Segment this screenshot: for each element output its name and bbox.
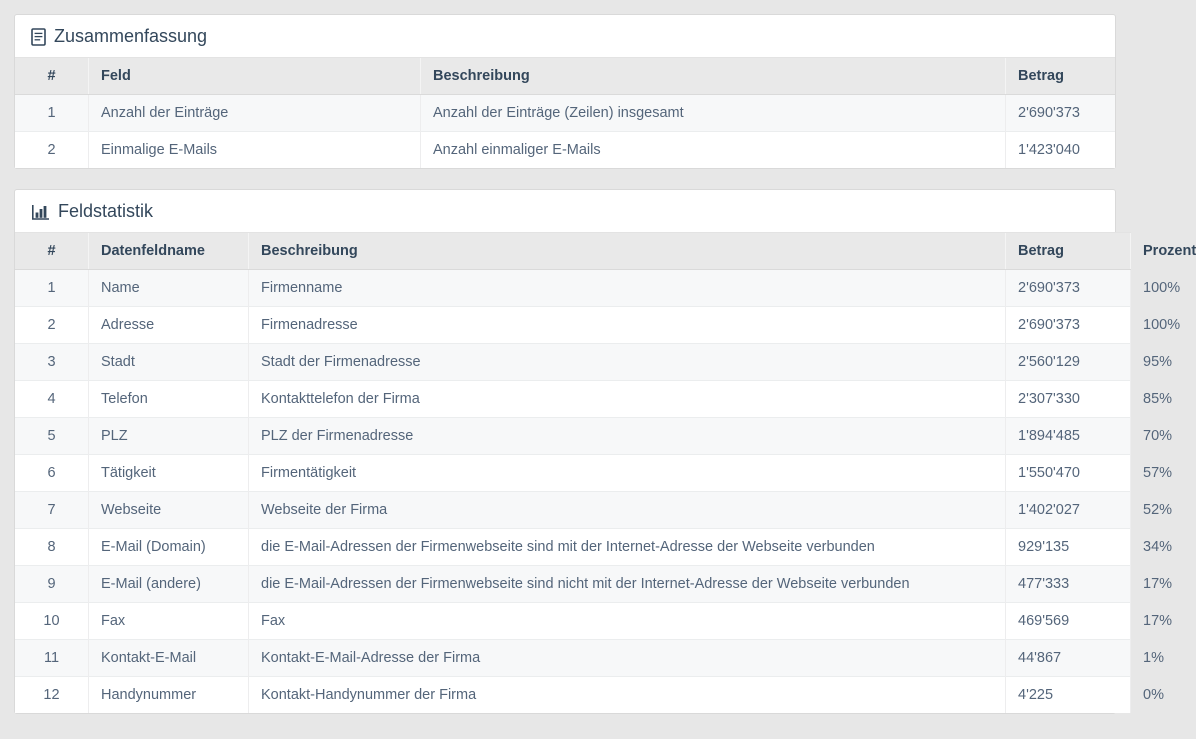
cell-name: E-Mail (andere): [89, 566, 249, 603]
fieldstats-panel-title: [15, 190, 1115, 232]
cell-num: 1: [47, 280, 56, 296]
fieldstats-table: [15, 232, 1196, 713]
table-row: 5 PLZ PLZ der Firmenadresse 1'894'485 70%: [15, 418, 1131, 455]
column-header-num: #: [15, 233, 89, 270]
table-row: 2 Adresse Firmenadresse 2'690'373 100%: [15, 307, 1131, 344]
cell-beschreibung: Webseite der Firma: [249, 492, 1006, 529]
table-row: 7 Webseite Webseite der Firma 1'402'027 52%: [15, 492, 1131, 529]
cell-name: Telefon: [89, 381, 249, 418]
cell-betrag: 1'894'485: [1006, 418, 1131, 455]
cell-beschreibung: Stadt der Firmenadresse: [249, 344, 1006, 381]
cell-beschreibung: die E-Mail-Adressen der Firmenwebseite sind mit der Internet-Adresse der Webseite verbunden: [249, 529, 1006, 566]
table-row: [15, 95, 1115, 132]
cell-betrag: 477'333: [1006, 566, 1131, 603]
cell-name: PLZ: [89, 418, 249, 455]
column-header-beschreibung: Beschreibung: [421, 58, 1006, 95]
summary-title-label: Zusammenfassung: [54, 26, 208, 46]
cell-name: Name: [89, 270, 249, 307]
table-row: 1 Name Firmenname 2'690'373 100%: [15, 270, 1131, 307]
cell-betrag: 469'569: [1006, 603, 1131, 640]
cell-name: Fax: [89, 603, 249, 640]
column-header-num: #: [15, 58, 89, 95]
cell-beschreibung: Firmentätigkeit: [249, 455, 1006, 492]
cell-betrag: 2'690'373: [1006, 95, 1116, 132]
cell-name: Handynummer: [89, 677, 249, 714]
cell-name: Webseite: [89, 492, 249, 529]
cell-beschreibung: Firmenname: [249, 270, 1006, 307]
cell-beschreibung: die E-Mail-Adressen der Firmenwebseite sind nicht mit der Internet-Adresse der Webseite verbunden: [249, 566, 1006, 603]
cell-num: 9: [15, 566, 89, 603]
cell-num: 2: [15, 307, 89, 344]
cell-beschreibung: Anzahl einmaliger E-Mails: [421, 132, 1006, 169]
cell-num: 10: [15, 603, 89, 640]
cell-beschreibung: Kontakt-E-Mail-Adresse der Firma: [249, 640, 1006, 677]
summary-panel-title: [15, 15, 1115, 57]
cell-num: 6: [15, 455, 89, 492]
column-header-beschreibung: Beschreibung: [249, 233, 1006, 270]
cell-beschreibung: Anzahl der Einträge (Zeilen) insgesamt: [421, 95, 1006, 132]
cell-beschreibung: Firmenadresse: [249, 307, 1006, 344]
header-row: [15, 58, 1115, 95]
cell-betrag: 2'690'373: [1006, 307, 1131, 344]
cell-betrag: 44'867: [1006, 640, 1131, 677]
cell-beschreibung: Kontakttelefon der Firma: [249, 381, 1006, 418]
cell-name: Stadt: [89, 344, 249, 381]
table-row: 4 Telefon Kontakttelefon der Firma 2'307'330 85%: [15, 381, 1131, 418]
cell-num: 8: [15, 529, 89, 566]
cell-num: 1: [47, 105, 56, 121]
cell-betrag: 2'307'330: [1006, 381, 1131, 418]
table-row: 6 Tätigkeit Firmentätigkeit 1'550'470 57%: [15, 455, 1131, 492]
table-row: [15, 132, 1115, 169]
cell-betrag: 1'402'027: [1006, 492, 1131, 529]
column-header-feld: Feld: [89, 58, 421, 95]
cell-beschreibung: Kontakt-Handynummer der Firma: [249, 677, 1006, 714]
cell-feld: Einmalige E-Mails: [89, 132, 421, 169]
cell-betrag: 929'135: [1006, 529, 1131, 566]
table-row: 11 Kontakt-E-Mail Kontakt-E-Mail-Adresse der Firma 44'867 1%: [15, 640, 1131, 677]
bar-chart-icon: [31, 203, 50, 221]
cell-num: 5: [15, 418, 89, 455]
header-row: # Datenfeldname Beschreibung Betrag Prozent: [15, 233, 1131, 270]
cell-feld: Anzahl der Einträge: [89, 95, 421, 132]
summary-panel: [14, 14, 1116, 169]
cell-betrag: 1'423'040: [1006, 132, 1116, 169]
cell-num: 2: [15, 132, 89, 169]
cell-num: 4: [15, 381, 89, 418]
column-header-betrag: Betrag: [1006, 233, 1131, 270]
cell-betrag: 4'225: [1006, 677, 1131, 714]
cell-name: E-Mail (Domain): [89, 529, 249, 566]
file-text-icon: [31, 28, 46, 46]
cell-betrag: 2'560'129: [1006, 344, 1131, 381]
cell-name: Kontakt-E-Mail: [89, 640, 249, 677]
summary-table: [15, 57, 1115, 168]
table-row: 9 E-Mail (andere) die E-Mail-Adressen der Firmenwebseite sind nicht mit der Internet-Adresse der Webseite verbunden 477'333 17%: [15, 566, 1131, 603]
cell-name: Tätigkeit: [89, 455, 249, 492]
table-row: 12 Handynummer Kontakt-Handynummer der Firma 4'225 0%: [15, 677, 1131, 714]
cell-num: 11: [15, 640, 89, 677]
column-header-betrag: Betrag: [1006, 58, 1116, 95]
cell-betrag: 2'690'373: [1006, 270, 1131, 307]
cell-beschreibung: Fax: [249, 603, 1006, 640]
column-header-name: Datenfeldname: [89, 233, 249, 270]
cell-betrag: 1'550'470: [1006, 455, 1131, 492]
table-row: 10 Fax Fax 469'569 17%: [15, 603, 1131, 640]
cell-num: 3: [15, 344, 89, 381]
fieldstats-panel: [14, 189, 1196, 714]
table-row: 8 E-Mail (Domain) die E-Mail-Adressen der Firmenwebseite sind mit der Internet-Adresse der Webseite verbunden 929'135 34%: [15, 529, 1131, 566]
cell-beschreibung: PLZ der Firmenadresse: [249, 418, 1006, 455]
fieldstats-title-label: Feldstatistik: [58, 201, 154, 221]
cell-name: Adresse: [89, 307, 249, 344]
cell-num: 12: [15, 677, 89, 714]
table-row: 3 Stadt Stadt der Firmenadresse 2'560'129 95%: [15, 344, 1131, 381]
cell-num: 7: [15, 492, 89, 529]
